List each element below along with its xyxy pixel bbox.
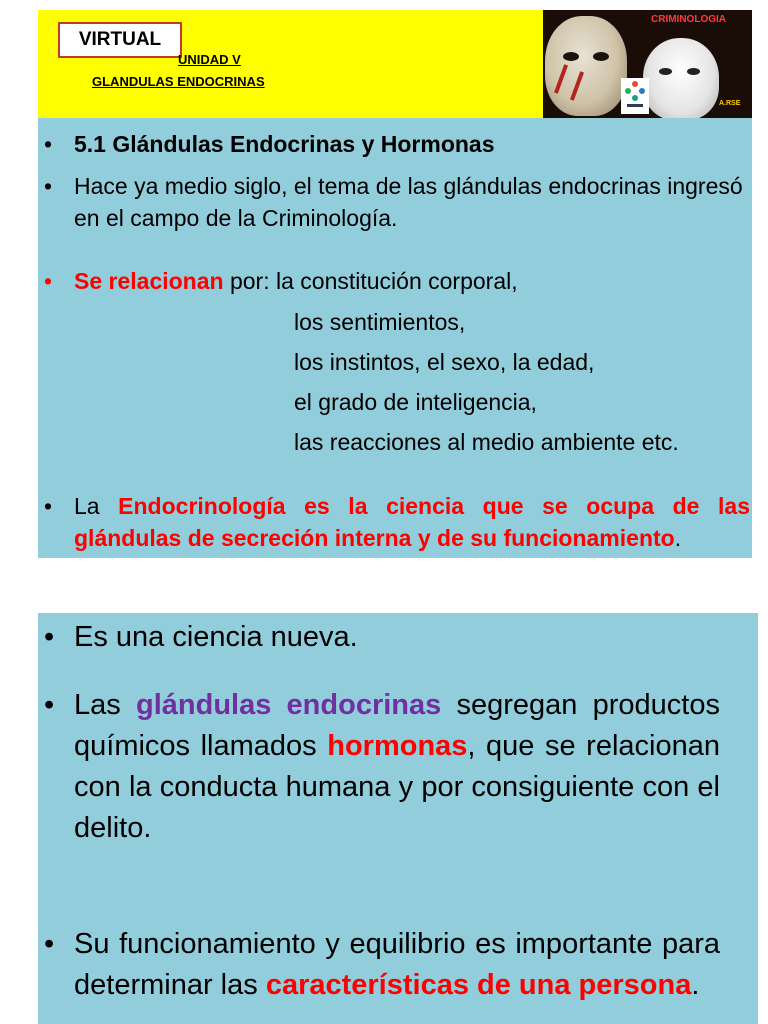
glands-middle: segregan productos químicos llamados xyxy=(74,689,720,762)
slide-2 xyxy=(38,613,758,1024)
hockey-mask-picture xyxy=(545,16,627,116)
definition-prefix: La xyxy=(74,493,119,519)
bullet-icon: • xyxy=(44,268,53,294)
relation-item: el grado de inteligencia, xyxy=(294,389,537,415)
unit-subtitle: GLANDULAS ENDOCRINAS xyxy=(92,74,265,89)
definition-suffix: . xyxy=(674,525,682,551)
unit-title: UNIDAD V xyxy=(178,52,241,67)
institution-logo xyxy=(621,78,649,114)
relation-item: los instintos, el sexo, la edad, xyxy=(294,349,595,375)
relation-item: las reacciones al medio ambiente etc. xyxy=(294,429,679,455)
definition-text: Endocrinología es la ciencia que se ocupa de las glándulas de secreción interna y de su funcionamiento xyxy=(74,493,750,551)
mask-signature: A.RSE xyxy=(719,100,741,107)
intro-text: Hace ya medio siglo, el tema de las glándulas endocrinas ingresó en el campo de la Criminología. xyxy=(74,173,743,231)
glands-highlight: glándulas endocrinas xyxy=(135,689,442,721)
bullet-icon: • xyxy=(44,928,55,960)
relation-text: por: la constitución corporal, xyxy=(223,268,518,294)
hormones-highlight: hormonas xyxy=(327,730,468,762)
bullet-icon: • xyxy=(44,131,53,157)
slide-1 xyxy=(38,10,752,558)
white-mask-picture xyxy=(643,38,719,118)
glands-prefix: Las xyxy=(74,689,136,721)
criminologia-logo-text: CRIMINOLOGIA xyxy=(651,14,726,25)
bullet-icon: • xyxy=(44,689,55,721)
relation-item: los sentimientos, xyxy=(294,309,466,335)
slide-header xyxy=(38,10,752,118)
bullet-icon: • xyxy=(44,493,53,519)
bullet-icon: • xyxy=(44,173,53,199)
function-suffix: . xyxy=(691,969,700,1001)
statement-text: Es una ciencia nueva. xyxy=(74,621,358,653)
section-heading: 5.1 Glándulas Endocrinas y Hormonas xyxy=(74,131,495,157)
bullet-icon: • xyxy=(44,621,55,653)
criminology-masks-image xyxy=(543,10,752,118)
highlight-text: Se relacionan xyxy=(74,268,224,294)
glands-suffix: , que se relacionan con la conducta humana y por consiguiente con el delito. xyxy=(74,730,720,844)
function-prefix: Su funcionamiento y equilibrio es importante para determinar las xyxy=(74,928,720,1001)
characteristics-highlight: características de una persona xyxy=(265,969,692,1001)
virtual-badge: VIRTUAL xyxy=(58,22,182,58)
